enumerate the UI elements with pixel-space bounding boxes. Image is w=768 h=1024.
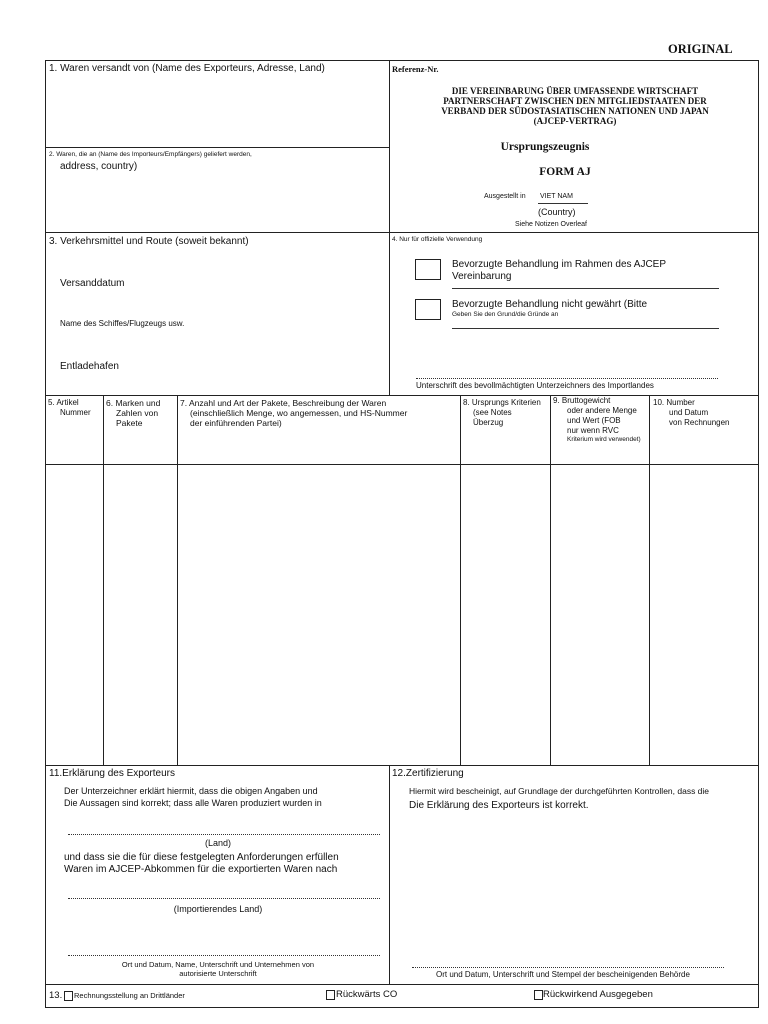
marks-cell[interactable]	[104, 466, 176, 764]
divider-row2	[45, 232, 759, 233]
item-number-cell[interactable]	[46, 466, 102, 764]
retroactive-checkbox[interactable]	[534, 990, 543, 1000]
col9-line2: oder andere Menge	[567, 406, 637, 415]
box3-label: 3. Verkehrsmittel und Route (soweit bekannt)	[49, 236, 249, 247]
option2-line2: Geben Sie den Grund/die Gründe an	[452, 311, 559, 318]
col6-line2: Zahlen von	[116, 408, 159, 418]
gross-weight-cell[interactable]	[551, 466, 648, 764]
divider-box11-box12	[389, 765, 390, 984]
col10-line3: von Rechnungen	[669, 418, 730, 427]
option2-line1: Bevorzugte Behandlung nicht gewährt (Bitte	[452, 299, 648, 310]
box11-label: 11.Erklärung des Exporteurs	[49, 768, 175, 779]
importing-country-dots[interactable]	[68, 898, 380, 899]
agreement-line1: DIE VEREINBARUNG ÜBER UMFASSENDE WIRTSCHAFT	[451, 86, 699, 96]
preferential-not-granted-checkbox[interactable]	[415, 299, 441, 320]
box2-label: 2. Waren, die an (Name des Importeurs/Empfängers) geliefert werden,	[49, 151, 252, 158]
see-notes: Siehe Notizen Overleaf	[515, 221, 587, 228]
box4-signature-label: Unterschrift des bevollmächtigten Unterzeichners des Importlandes	[416, 381, 654, 390]
back-to-back-label: Rückwärts CO	[336, 989, 398, 1000]
authority-signature-dots[interactable]	[412, 967, 724, 968]
box4-label: 4. Nur für offizielle Verwendung	[392, 236, 483, 243]
col8-line1: 8. Ursprungs Kriterien	[463, 398, 541, 407]
origin-criteria-cell[interactable]	[461, 466, 549, 764]
col10-line1: 10. Number	[653, 398, 695, 407]
col9-line1: 9. Bruttogewicht	[553, 396, 611, 405]
box4-signature-dots	[416, 378, 718, 379]
col5-header	[48, 398, 91, 418]
divider-row6	[45, 984, 759, 985]
issued-in-label: Ausgestellt in	[484, 193, 526, 200]
form-title: FORM AJ	[539, 166, 591, 178]
col7-line3: der einführenden Partei)	[190, 418, 282, 428]
departure-date-label: Versanddatum	[60, 278, 125, 289]
col9-header	[553, 396, 641, 444]
exporter-signature-dots[interactable]	[68, 955, 380, 956]
description-cell[interactable]	[178, 466, 459, 764]
authority-signature-caption: Ort und Datum, Unterschrift und Stempel der bescheinigenden Behörde	[436, 970, 690, 979]
divider-row3	[45, 395, 759, 396]
invoice-cell[interactable]	[650, 466, 758, 764]
original-label: ORIGINAL	[668, 42, 733, 56]
box12-text2: Die Erklärung des Exporteurs ist korrekt.	[409, 800, 589, 811]
col5-line1: 5. Artikel	[48, 398, 79, 407]
country-caption: (Land)	[204, 838, 231, 848]
divider-box1-box2	[45, 147, 389, 148]
box11-text1: Der Unterzeichner erklärt hiermit, dass die obigen Angaben und	[64, 786, 318, 796]
col7-line1: 7. Anzahl und Art der Pakete, Beschreibung der Waren	[180, 398, 387, 408]
producing-country-dots[interactable]	[68, 834, 380, 835]
preferential-granted-checkbox[interactable]	[415, 259, 441, 280]
third-country-checkbox[interactable]	[64, 991, 73, 1001]
importing-country-caption: (Importierendes Land)	[173, 904, 263, 914]
col6-line3: Pakete	[116, 418, 143, 428]
back-to-back-checkbox[interactable]	[326, 990, 335, 1000]
box11-text4: Waren im AJCEP-Abkommen für die exportierten Waren nach	[64, 864, 338, 875]
vessel-name-label: Name des Schiffes/Flugzeugs usw.	[60, 319, 185, 328]
issued-in-country[interactable]: VIET NAM	[540, 193, 573, 200]
option1-underline	[452, 288, 719, 289]
agreement-line2: PARTNERSCHAFT ZWISCHEN DEN MITGLIEDSTAATEN DER	[443, 96, 707, 106]
col7-line2: (einschließlich Menge, wo angemessen, und HS-Nummer	[190, 408, 408, 418]
exporter-sign-line2: autorisierte Unterschrift	[179, 969, 257, 978]
agreement-title	[390, 86, 760, 126]
col9-line3: und Wert (FOB	[567, 416, 621, 425]
retroactive-label: Rückwirkend Ausgegeben	[543, 989, 653, 1000]
consignee-field[interactable]	[46, 175, 388, 231]
box12-text1: Hiermit wird bescheinigt, auf Grundlage der durchgeführten Kontrollen, dass die	[409, 786, 710, 796]
reference-label: Referenz-Nr.	[392, 64, 439, 74]
exporter-signature-caption	[68, 960, 368, 978]
exporter-field[interactable]	[46, 78, 388, 146]
col6-header	[106, 398, 160, 428]
issued-in-underline	[538, 203, 588, 204]
divider-row5	[45, 765, 759, 766]
col9-line5: Kriterium wird verwendet)	[567, 436, 641, 443]
option1-line2: Vereinbarung	[452, 271, 512, 282]
agreement-line4: (AJCEP-VERTRAG)	[533, 116, 617, 126]
agreement-line3: VERBAND DER SÜDOSTASIATISCHEN NATIONEN UND JAPAN	[441, 106, 709, 116]
col9-line4: nur wenn RVC	[567, 426, 619, 435]
discharge-port-label: Entladehafen	[60, 361, 119, 372]
box12-label: 12.Zertifizierung	[392, 768, 464, 779]
third-country-label: Rechnungsstellung an Drittländer	[74, 991, 185, 1000]
col6-line1: 6. Marken und	[106, 398, 161, 408]
col10-header	[653, 398, 730, 428]
box2-label2: address, country)	[60, 161, 138, 172]
certificate-title: Ursprungszeugnis	[500, 141, 590, 153]
option1-line1: Bevorzugte Behandlung im Rahmen des AJCEP	[452, 259, 667, 270]
col5-line2: Nummer	[60, 408, 91, 417]
exporter-sign-line1: Ort und Datum, Name, Unterschrift und Unternehmen von	[121, 960, 315, 969]
col8-line2: (see Notes	[473, 408, 512, 417]
col7-header	[180, 398, 407, 428]
country-label: (Country)	[538, 207, 576, 217]
divider-header-row	[45, 464, 759, 465]
box1-label: 1. Waren versandt von (Name des Exporteurs, Adresse, Land)	[49, 63, 325, 74]
col8-header	[463, 398, 541, 428]
col8-line3: Überzug	[473, 418, 504, 427]
option2-underline	[452, 328, 719, 329]
box11-text3: und dass sie die für diese festgelegten Anforderungen erfüllen	[64, 852, 339, 863]
box13-prefix: 13.	[49, 990, 63, 1001]
col10-line2: und Datum	[669, 408, 709, 417]
box11-text2: Die Aussagen sind korrekt; dass alle Waren produziert wurden in	[64, 798, 322, 808]
